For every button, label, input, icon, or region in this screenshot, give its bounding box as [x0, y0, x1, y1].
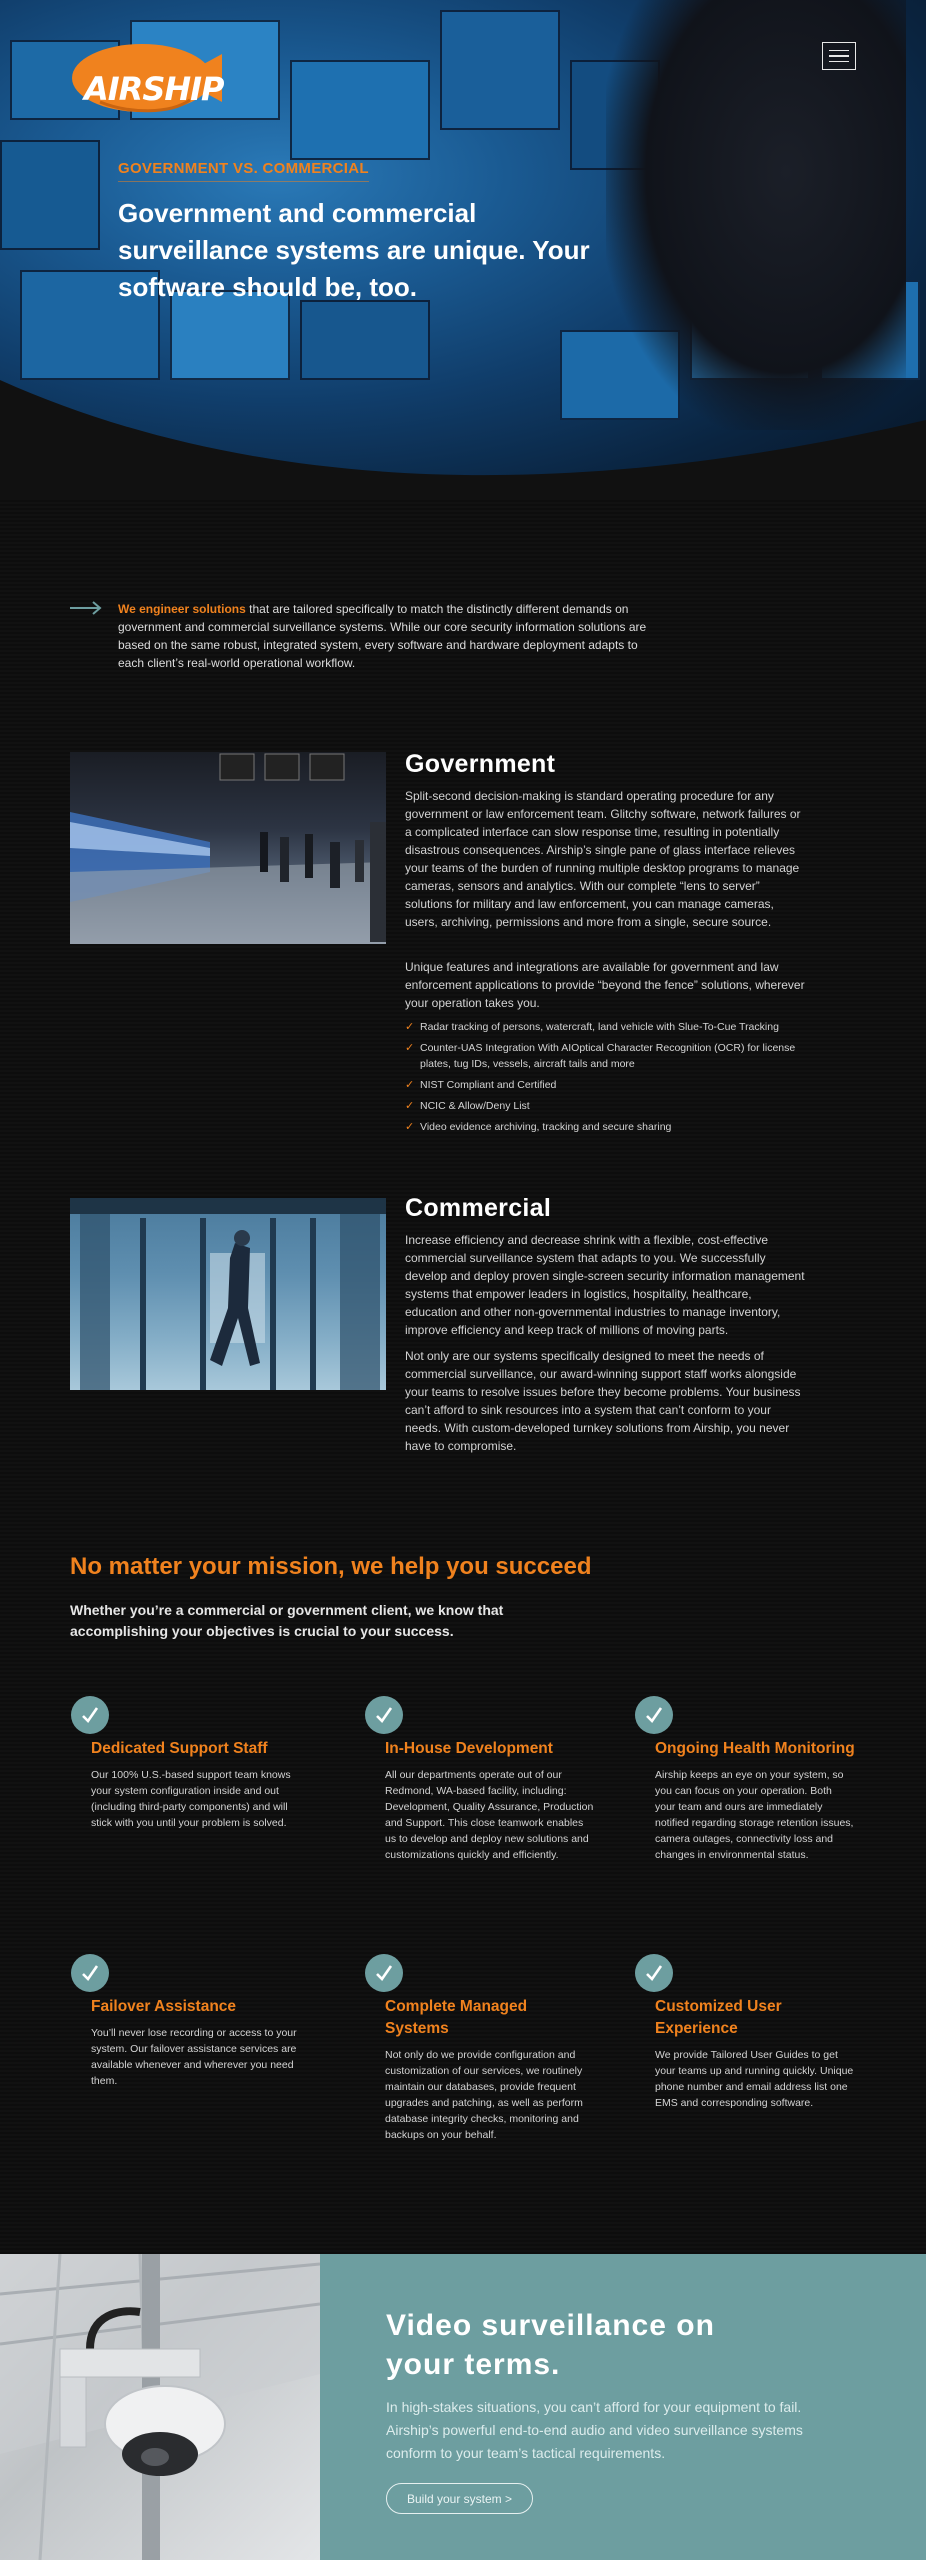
- government-para-2: Unique features and integrations are available for government and law enforcement applications to provide “beyond the fence” solutions, wherever your operation takes you.: [405, 960, 805, 1010]
- commercial-para-2: Not only are our systems specifically designed to meet the needs of commercial surveillance, our award-winning support staff works alongside your teams to resolve issues before they become problems. Your business can’t afford to sink resources into a system that can’t conform to your needs. With custom-developed turnkey solutions from Airship, you never have to compromise.: [405, 1349, 801, 1453]
- check-circle-icon: [71, 1954, 109, 1992]
- commercial-para-1: Increase efficiency and decrease shrink with a flexible, cost-effective commercial surveillance system that adapts to you. We successfully develop and deploy proven single-screen security information management systems that empower leaders in logistics, hospitality, healthcare, education and other non-governmental industries to manage inventory, improve efficiency and keep track of millions of moving parts.: [405, 1233, 805, 1337]
- list-item: ✓ Radar tracking of persons, watercraft, land vehicle with Slue-To-Cue Tracking: [405, 1021, 779, 1033]
- check-circle-icon: [635, 1954, 673, 1992]
- intro-text: that are tailored specifically to match the distinctly different demands on government and commercial surveillance systems. While our core security information solutions are based on the same robust, integrated system, every software and hardware deployment adapts to each client’s real-world operational workflow.: [118, 602, 647, 670]
- hamburger-menu-icon[interactable]: [822, 42, 856, 70]
- intro-paragraph: [118, 600, 658, 672]
- feature-text: Our 100% U.S.-based support team knows your system configuration inside and out (including third-party components) and will stick with you until your problem is solved.: [91, 1769, 291, 1829]
- government-feature-list: [405, 1019, 815, 1140]
- feature-text: All our departments operate out of our Redmond, WA-based facility, including: Development, Quality Assurance, Production and Support. This close teamwork enables us to develop and deploy new solutions and customizations quickly and efficiently.: [385, 1769, 594, 1861]
- government-photo: [70, 752, 386, 944]
- arrow-right-icon: [70, 601, 102, 615]
- list-item: ✓ Video evidence archiving, tracking and secure sharing: [405, 1121, 672, 1133]
- feature-text: Not only do we provide configuration and customization of our services, we routinely maintain our databases, provide frequent upgrades and patching, as well as perform database integrity checks, monitoring and backups on your behalf.: [385, 2049, 583, 2141]
- feature-title: Customized User Experience: [655, 1998, 782, 2037]
- feature-in-house-development: [385, 1738, 595, 1863]
- feature-managed-systems: [385, 1996, 595, 2143]
- government-title: Government: [405, 750, 556, 778]
- feature-title: Ongoing Health Monitoring: [655, 1740, 855, 1757]
- feature-dedicated-support: [91, 1738, 301, 1831]
- feature-customized-experience: [655, 1996, 855, 2111]
- feature-health-monitoring: [655, 1738, 855, 1863]
- hero-eyebrow: GOVERNMENT VS. COMMERCIAL: [118, 160, 369, 182]
- hero-section: [0, 0, 926, 500]
- cta-text: In high-stakes situations, you can’t afford for your equipment to fail. Airship’s powerful end-to-end audio and video surveillance systems conform to your team’s tactical requirements.: [386, 2399, 803, 2461]
- government-para-1: Split-second decision-making is standard operating procedure for any government or law enforcement team. Glitchy software, network failures or a complicated interface can slow response time, resulting in potentially disastrous consequences. Airship’s single pane of glass interface relieves your teams of the burden of running multiple desktop programs to manage cameras, sensors and analytics. With our complete “lens to server” solutions for military and law enforcement, you can manage cameras, users, archiving, permissions and more from a single, secure source.: [405, 789, 801, 929]
- build-your-system-button[interactable]: Build your system >: [386, 2483, 533, 2514]
- check-circle-icon: [365, 1954, 403, 1992]
- airship-logo[interactable]: [70, 40, 222, 116]
- check-circle-icon: [635, 1696, 673, 1734]
- checkmark-icon: ✓: [405, 1079, 415, 1091]
- feature-text: Airship keeps an eye on your system, so you can focus on your operation. Both your team and ours are immediately notified regarding storage retention issues, camera outages, connectivity loss and changes in environmental status.: [655, 1769, 854, 1861]
- checkmark-icon: ✓: [405, 1021, 415, 1033]
- cta-title: Video surveillance on your terms.: [386, 2309, 715, 2381]
- camera-photo: [0, 2254, 320, 2560]
- logo-text: AIRSHIP: [84, 70, 224, 108]
- feature-title: Complete Managed Systems: [385, 1998, 528, 2037]
- list-item: ✓ NIST Compliant and Certified: [405, 1079, 557, 1091]
- feature-text: You’ll never lose recording or access to your system. Our failover assistance services are available whenever and wherever you need them.: [91, 2027, 297, 2087]
- hero-title: Government and commercial surveillance systems are unique. Your software should be, too.: [118, 198, 590, 302]
- intro-highlight: We engineer solutions: [118, 602, 246, 616]
- commercial-photo: [70, 1198, 386, 1390]
- hero-wave-divider: [0, 360, 926, 500]
- feature-title: Failover Assistance: [91, 1998, 237, 2015]
- checkmark-icon: ✓: [405, 1100, 415, 1112]
- mission-title: No matter your mission, we help you succeed: [70, 1553, 592, 1580]
- checkmark-icon: ✓: [405, 1121, 415, 1133]
- commercial-title: Commercial: [405, 1194, 552, 1222]
- check-circle-icon: [71, 1696, 109, 1734]
- feature-failover-assistance: [91, 1996, 301, 2089]
- list-item: ✓ NCIC & Allow/Deny List: [405, 1100, 530, 1112]
- feature-title: Dedicated Support Staff: [91, 1740, 268, 1757]
- mission-subtitle: Whether you’re a commercial or government client, we know that accomplishing your objectives is crucial to your success.: [70, 1602, 504, 1639]
- feature-title: In-House Development: [385, 1740, 553, 1757]
- check-circle-icon: [365, 1696, 403, 1734]
- feature-text: We provide Tailored User Guides to get your teams up and running quickly. Unique phone number and email address list one EMS and corresponding software.: [655, 2049, 854, 2109]
- checkmark-icon: ✓: [405, 1042, 415, 1054]
- list-item: ✓ Counter-UAS Integration With AIOptical Character Recognition (OCR) for license plates, tug IDs, vessels, aircraft tails and more: [405, 1042, 796, 1070]
